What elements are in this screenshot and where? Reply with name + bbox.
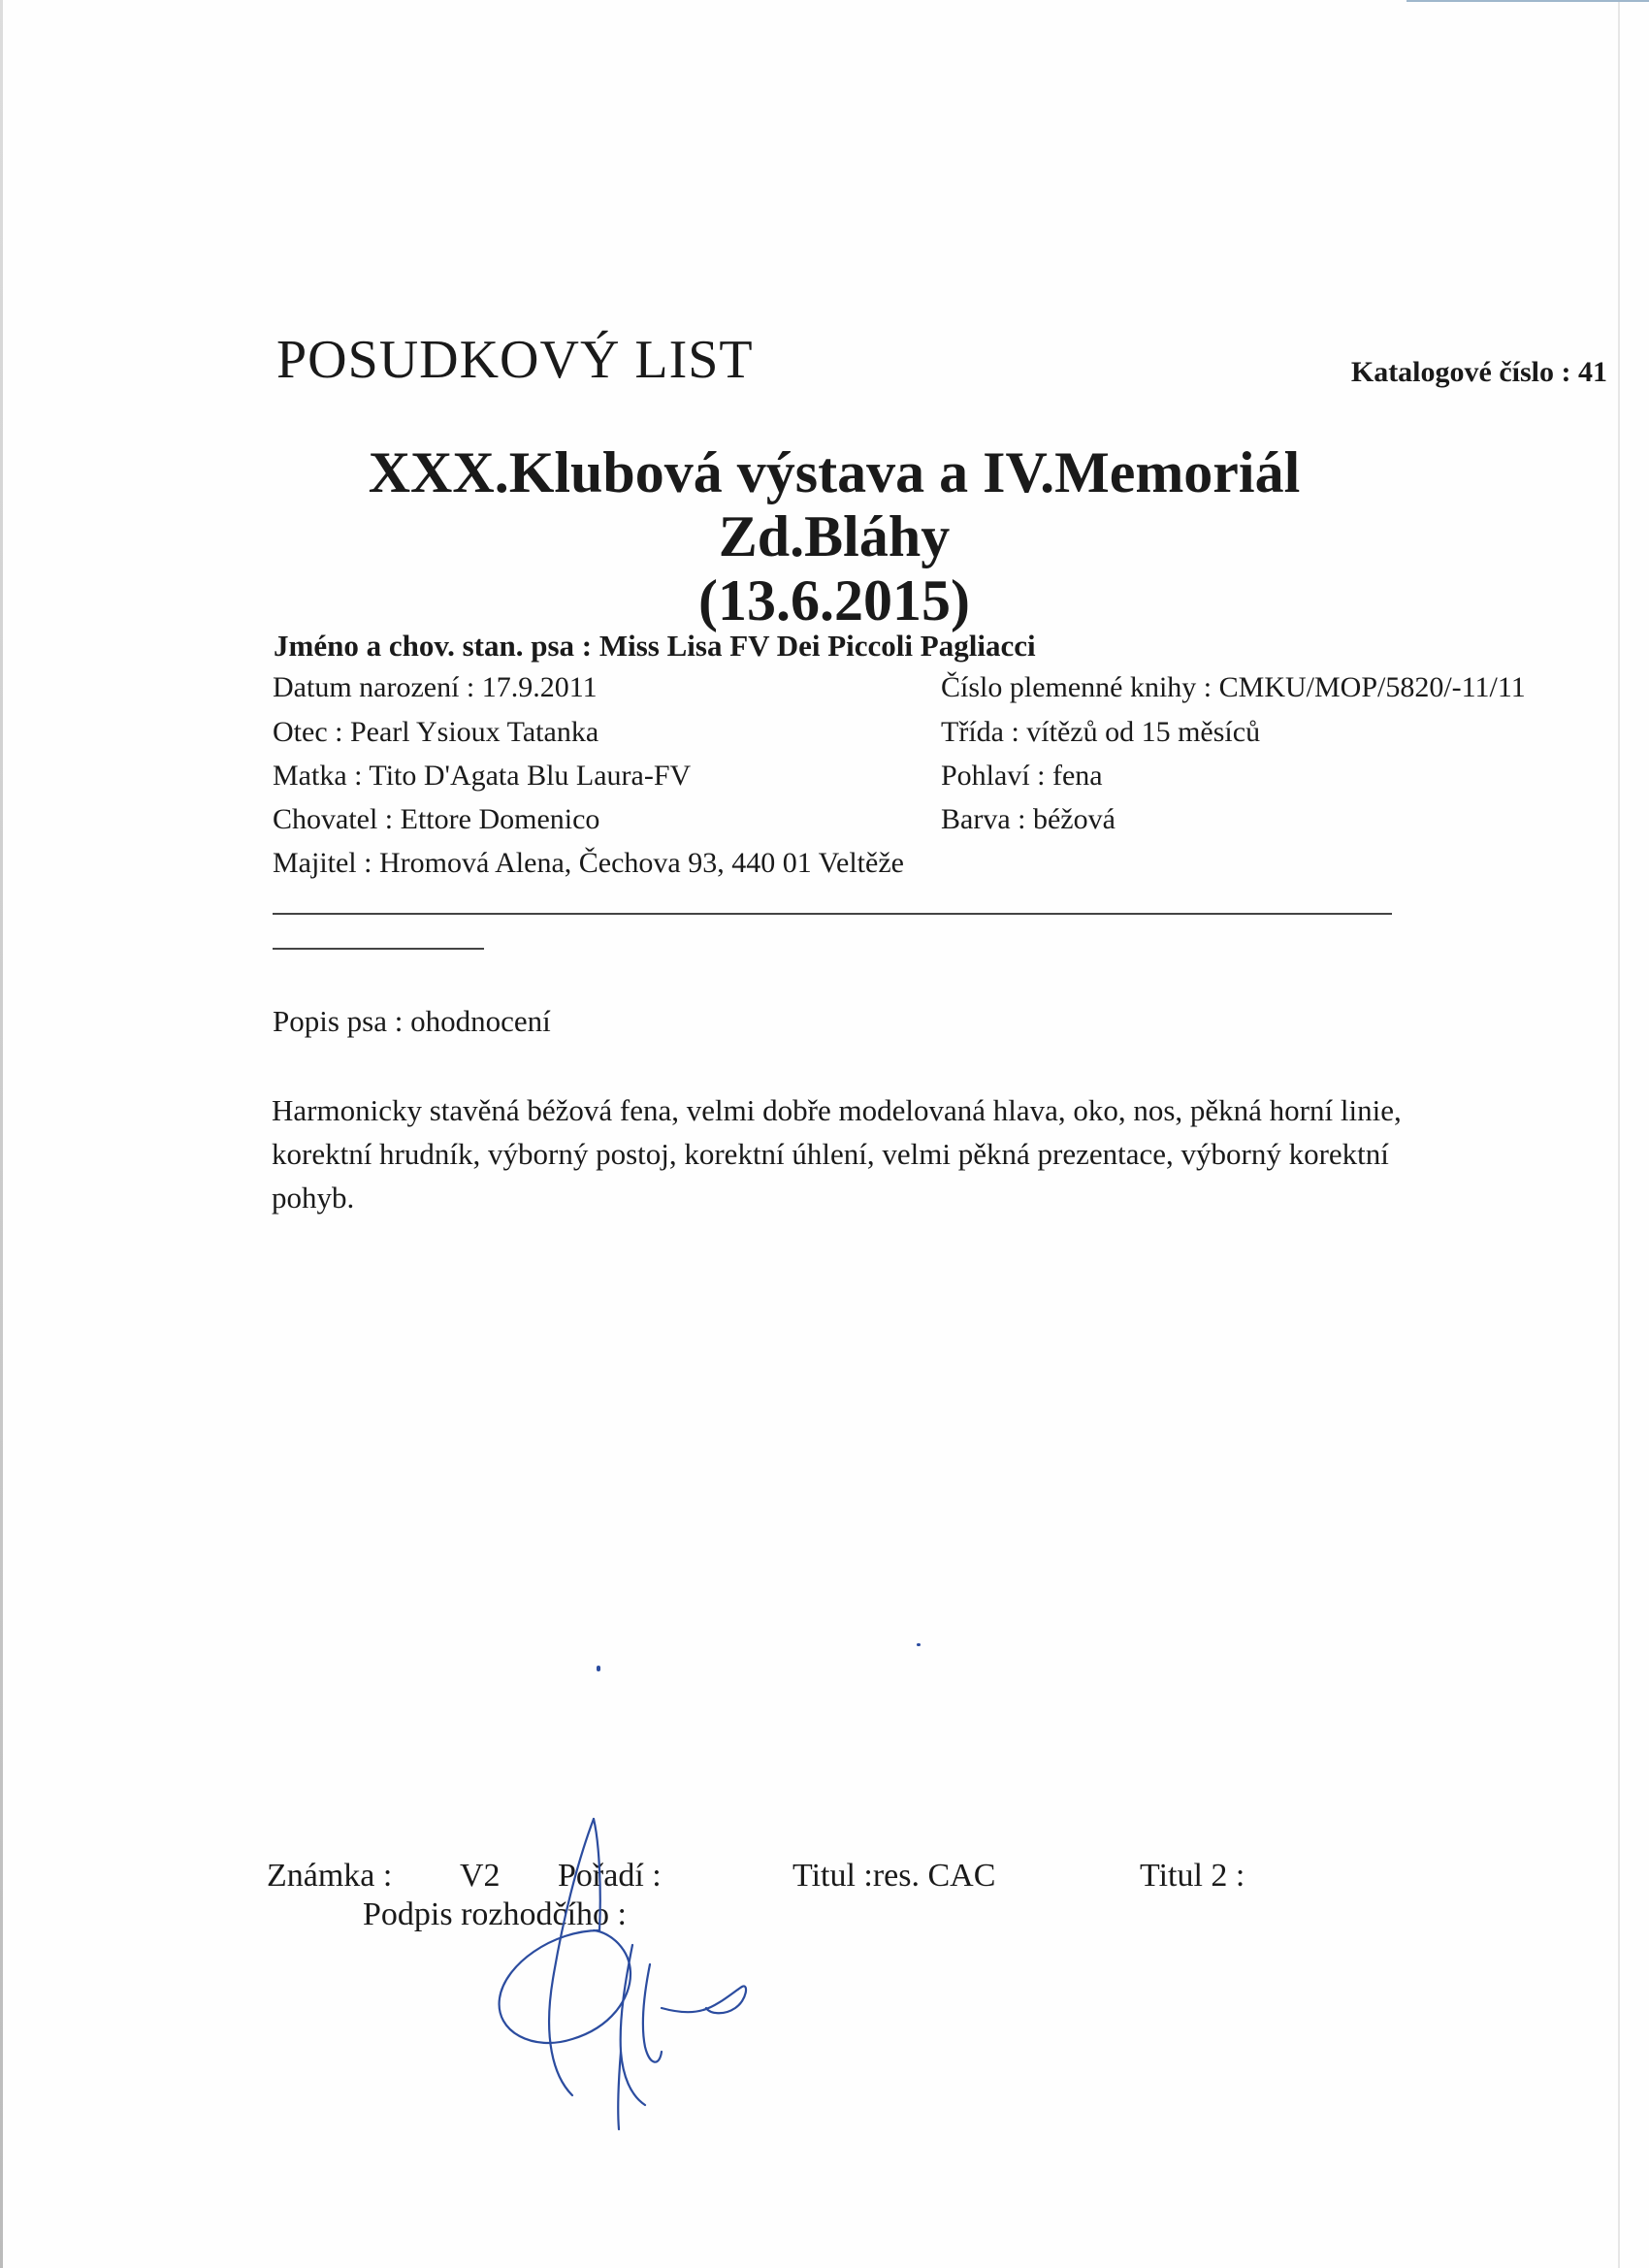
ink-speck (917, 1643, 921, 1646)
grade-label: Známka : (267, 1858, 393, 1894)
page-edge-top (1406, 0, 1649, 2)
owner: Majitel : Hromová Alena, Čechova 93, 440 01 Veltěže (273, 847, 904, 879)
event-heading (281, 440, 1387, 632)
father: Otec : Pearl Ysioux Tatanka (273, 716, 599, 748)
title-two: Titul 2 : (1140, 1858, 1245, 1894)
judge-signature-label: Podpis rozhodčího : (363, 1896, 627, 1932)
coat-color: Barva : béžová (941, 803, 1116, 835)
sex: Pohlaví : fena (941, 760, 1103, 792)
page-edge-right (1618, 0, 1620, 2268)
evaluation-label: Popis psa : ohodnocení (273, 1004, 551, 1038)
dog-class: Třída : vítězů od 15 měsíců (941, 716, 1261, 748)
catalog-number: Katalogové číslo : 41 (1350, 356, 1607, 388)
evaluation-text: Harmonicky stavěná béžová fena, velmi dobře modelovaná hlava, oko, nos, pěkná horní linie, korektní hrudník, výborný postoj, korektní úhlení, velmi pěkná prezentace, výborný korektní pohyb. (272, 1093, 1402, 1215)
title-one: Titul :res. CAC (792, 1858, 996, 1894)
divider-line (273, 913, 1392, 915)
birth-date: Datum narození : 17.9.2011 (273, 671, 598, 703)
dog-name: Jméno a chov. stan. psa : Miss Lisa FV Dei Piccoli Pagliacci (274, 629, 1036, 663)
event-name: XXX.Klubová výstava a IV.Memoriál Zd.Bláhy (368, 440, 1301, 568)
grade-value: V2 (460, 1858, 501, 1894)
document-title: POSUDKOVÝ LIST (276, 330, 754, 390)
mother: Matka : Tito D'Agata Blu Laura-FV (273, 760, 692, 792)
breeder: Chovatel : Ettore Domenico (273, 803, 600, 835)
placement-label: Pořadí : (558, 1858, 662, 1894)
stud-book-number: Číslo plemenné knihy : CMKU/MOP/5820/-11/11 (941, 671, 1526, 703)
ink-speck (597, 1666, 600, 1671)
page-edge-left (0, 0, 3, 2268)
divider-line-short (273, 948, 484, 950)
judge-signature (485, 1785, 776, 2134)
event-date: (13.6.2015) (698, 568, 970, 632)
